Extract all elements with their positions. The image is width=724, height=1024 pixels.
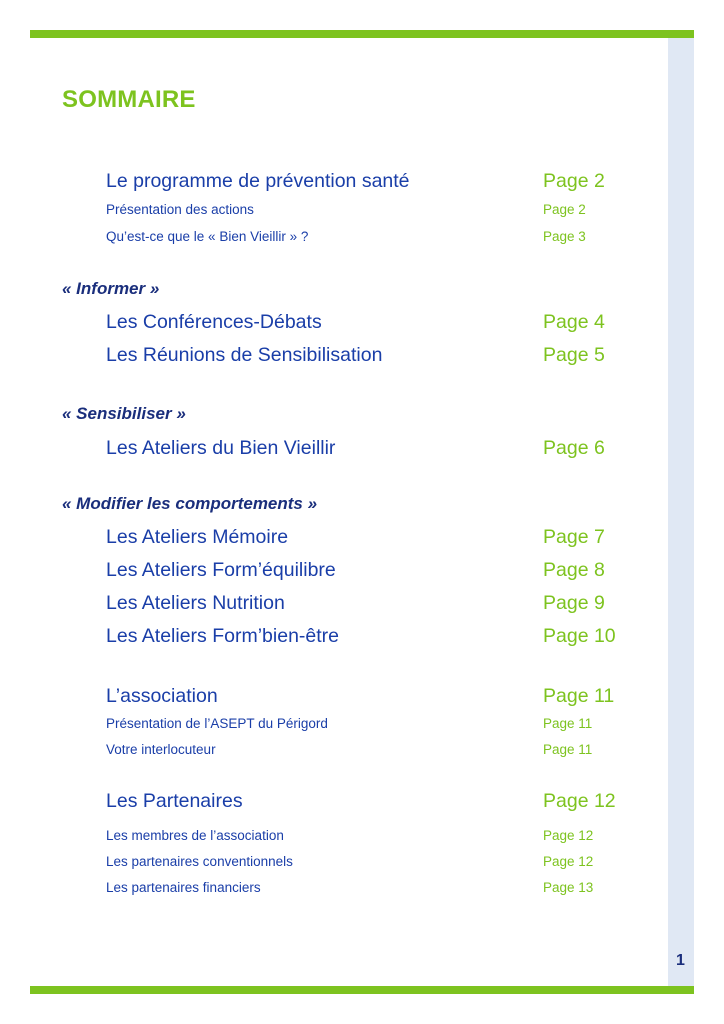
toc-entry-page: Page 2: [543, 202, 586, 217]
toc-entry-page: Page 12: [543, 828, 594, 843]
toc-entry-page: Page 2: [543, 170, 605, 192]
page-title: SOMMAIRE: [62, 86, 196, 113]
toc-subentry[interactable]: [106, 827, 626, 845]
toc-subentry[interactable]: [106, 853, 626, 871]
toc-subentry[interactable]: [106, 715, 626, 733]
toc-entry-label: Qu’est-ce que le « Bien Vieillir » ?: [106, 229, 309, 244]
toc-entry-page: Page 11: [543, 716, 593, 731]
toc-entry-page: Page 11: [543, 685, 615, 707]
toc-entry[interactable]: [106, 591, 626, 615]
toc-subentry[interactable]: [106, 741, 626, 759]
toc-entry-label: Les Ateliers du Bien Vieillir: [106, 437, 336, 459]
toc-entry-page: Page 9: [543, 592, 605, 614]
toc-entry[interactable]: [106, 343, 626, 367]
section-heading: « Sensibiliser »: [62, 404, 186, 423]
toc-entry-label: Les Partenaires: [106, 790, 243, 812]
toc-entry-label: Les Ateliers Mémoire: [106, 526, 289, 548]
page-number: 1: [676, 952, 685, 969]
toc-entry-label: Présentation de l’ASEPT du Périgord: [106, 716, 328, 731]
toc-entry[interactable]: [106, 624, 626, 648]
toc-entry-page: Page 8: [543, 559, 605, 581]
toc-entry-label: Les Réunions de Sensibilisation: [106, 344, 383, 366]
toc-entry[interactable]: [106, 684, 626, 708]
toc-entry-page: Page 10: [543, 625, 616, 647]
toc-entry-page: Page 13: [543, 880, 594, 895]
toc-subentry[interactable]: [106, 228, 626, 246]
toc-entry-page: Page 12: [543, 790, 616, 812]
toc-entry-page: Page 5: [543, 344, 605, 366]
toc-entry-label: Les Ateliers Nutrition: [106, 592, 285, 614]
toc-entry-page: Page 11: [543, 742, 593, 757]
toc-entry-label: Les partenaires financiers: [106, 880, 261, 895]
toc-entry-label: Les membres de l’association: [106, 828, 284, 843]
toc-entry-label: L’association: [106, 685, 218, 707]
toc-entry[interactable]: [106, 310, 626, 334]
top-green-bar: [30, 30, 694, 38]
toc-entry[interactable]: [106, 558, 626, 582]
bottom-green-bar: [30, 986, 694, 994]
section-heading: « Informer »: [62, 279, 160, 298]
toc-subentry[interactable]: [106, 201, 626, 219]
toc-entry[interactable]: [106, 436, 626, 460]
toc-entry-label: Les Ateliers Form’équilibre: [106, 559, 336, 581]
toc-entry-page: Page 7: [543, 526, 605, 548]
toc-entry-page: Page 3: [543, 229, 586, 244]
toc-entry[interactable]: [106, 169, 626, 193]
toc-entry-page: Page 12: [543, 854, 594, 869]
toc-entry-label: Les Conférences-Débats: [106, 311, 322, 333]
toc-entry-page: Page 6: [543, 437, 605, 459]
toc-entry[interactable]: [106, 789, 626, 813]
toc-entry-page: Page 4: [543, 311, 605, 333]
toc-entry-label: Présentation des actions: [106, 202, 254, 217]
toc-entry-label: Les Ateliers Form’bien-être: [106, 625, 340, 647]
section-heading: « Modifier les comportements »: [62, 494, 318, 513]
toc-entry[interactable]: [106, 525, 626, 549]
toc-entry-label: Les partenaires conventionnels: [106, 854, 293, 869]
toc-entry-label: Votre interlocuteur: [106, 742, 216, 757]
toc-entry-label: Le programme de prévention santé: [106, 170, 410, 192]
toc-subentry[interactable]: [106, 879, 626, 897]
side-margin-band: [668, 38, 694, 986]
